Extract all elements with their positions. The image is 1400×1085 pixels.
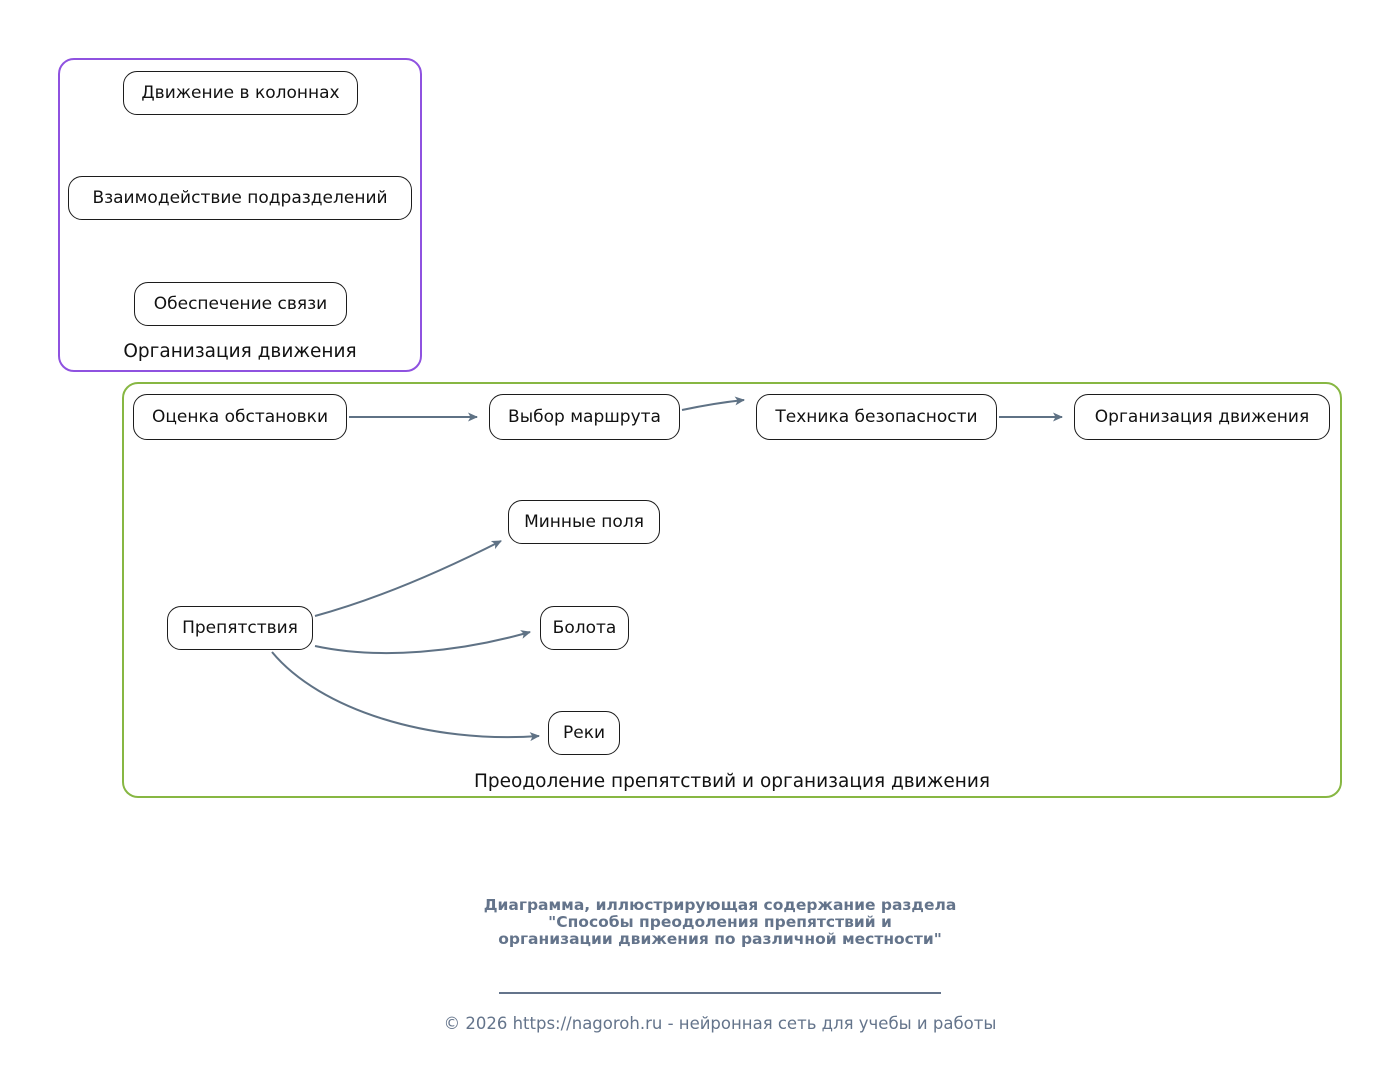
node-swamps: Болота — [540, 606, 629, 650]
footer-title-line2: "Способы преодоления препятствий и — [548, 913, 892, 931]
node-safety: Техника безопасности — [756, 394, 997, 440]
node-minefields: Минные поля — [508, 500, 660, 544]
node-movement-organization: Организация движения — [1074, 394, 1330, 440]
footer-title-line3: организации движения по различной местности" — [498, 930, 942, 948]
node-obstacles: Препятствия — [167, 606, 313, 650]
node-situation-assessment: Оценка обстановки — [133, 394, 347, 440]
group-overcoming-label: Преодоление препятствий и организация движения — [473, 771, 990, 792]
arrow-prepyatstviya-reki — [272, 652, 539, 737]
node-column-movement: Движение в колоннах — [123, 71, 358, 115]
footer-copyright: © 2026 https://nagoroh.ru - нейронная сеть для учебы и работы — [443, 1014, 997, 1033]
node-rivers: Реки — [548, 711, 620, 755]
group-organization-label: Организация движения — [123, 341, 357, 362]
arrow-prepyatstviya-minnye — [315, 541, 501, 616]
arrow-prepyatstviya-bolota — [315, 632, 530, 653]
node-communication: Обеспечение связи — [134, 282, 347, 326]
arrow-vybor-tekhnika — [682, 400, 744, 410]
footer-title-line1: Диаграмма, иллюстрирующая содержание раздела — [483, 896, 957, 914]
node-route-selection: Выбор маршрута — [489, 394, 680, 440]
node-unit-interaction: Взаимодействие подразделений — [68, 176, 412, 220]
